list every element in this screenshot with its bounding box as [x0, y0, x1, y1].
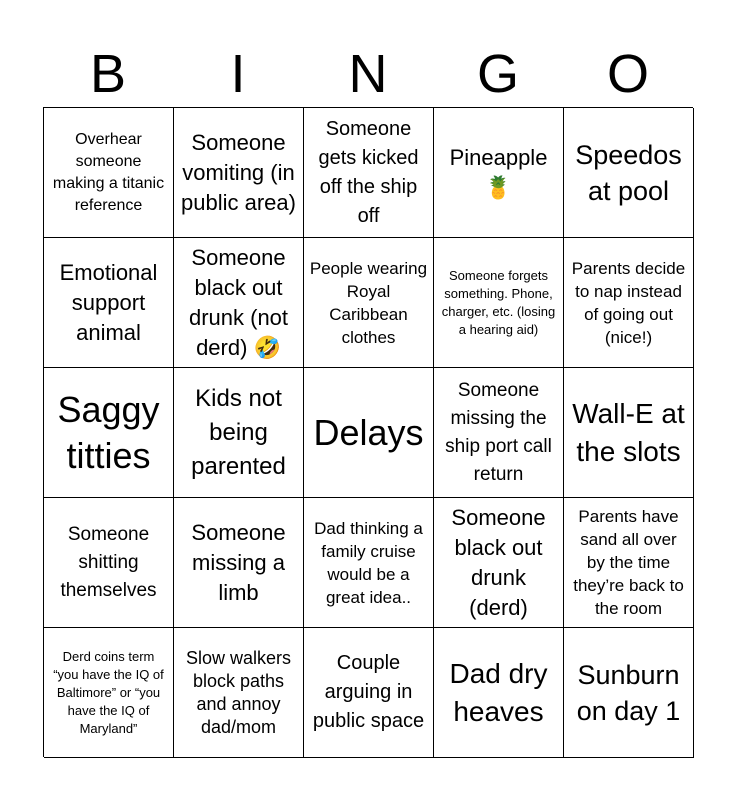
bingo-cell[interactable]: Parents have sand all over by the time they’re back to the room	[564, 498, 694, 628]
header-letter-b: B	[89, 44, 127, 104]
bingo-header	[43, 40, 693, 108]
bingo-cell[interactable]: Speedos at pool	[564, 108, 694, 238]
bingo-cell[interactable]: Parents decide to nap instead of going out (nice!)	[564, 238, 694, 368]
header-letter-o: O	[606, 44, 649, 104]
bingo-cell[interactable]: Kids not being parented	[174, 368, 304, 498]
bingo-board	[43, 107, 693, 757]
bingo-cell[interactable]: Overhear someone making a titanic reference	[44, 108, 174, 238]
bingo-cell[interactable]: People wearing Royal Caribbean clothes	[304, 238, 434, 368]
header-letter-g: G	[476, 44, 519, 104]
header-letter-i: I	[230, 44, 246, 104]
bingo-cell[interactable]: Saggy titties	[44, 368, 174, 498]
bingo-cell[interactable]: Someone forgets something. Phone, charger, etc. (losing a hearing aid)	[434, 238, 564, 368]
bingo-cell[interactable]: Sunburn on day 1	[564, 628, 694, 758]
bingo-cell[interactable]: Someone vomiting (in public area)	[174, 108, 304, 238]
bingo-cell[interactable]: Someone shitting themselves	[44, 498, 174, 628]
bingo-cell[interactable]: Someone black out drunk (derd)	[434, 498, 564, 628]
bingo-cell[interactable]: Couple arguing in public space	[304, 628, 434, 758]
bingo-cell[interactable]: Pineapple 🍍	[434, 108, 564, 238]
bingo-cell[interactable]: Wall-E at the slots	[564, 368, 694, 498]
bingo-cell[interactable]: Someone black out drunk (not derd) 🤣	[174, 238, 304, 368]
bingo-cell[interactable]: Someone missing a limb	[174, 498, 304, 628]
header-letter-n: N	[348, 44, 388, 104]
bingo-cell[interactable]: Slow walkers block paths and annoy dad/mom	[174, 628, 304, 758]
bingo-cell[interactable]: Someone missing the ship port call return	[434, 368, 564, 498]
bingo-cell[interactable]: Dad thinking a family cruise would be a great idea..	[304, 498, 434, 628]
bingo-cell[interactable]: Emotional support animal	[44, 238, 174, 368]
bingo-cell[interactable]: Someone gets kicked off the ship off	[304, 108, 434, 238]
bingo-cell[interactable]: Derd coins term “you have the IQ of Baltimore” or “you have the IQ of Maryland”	[44, 628, 174, 758]
bingo-cell[interactable]: Delays	[304, 368, 434, 498]
bingo-cell[interactable]: Dad dry heaves	[434, 628, 564, 758]
